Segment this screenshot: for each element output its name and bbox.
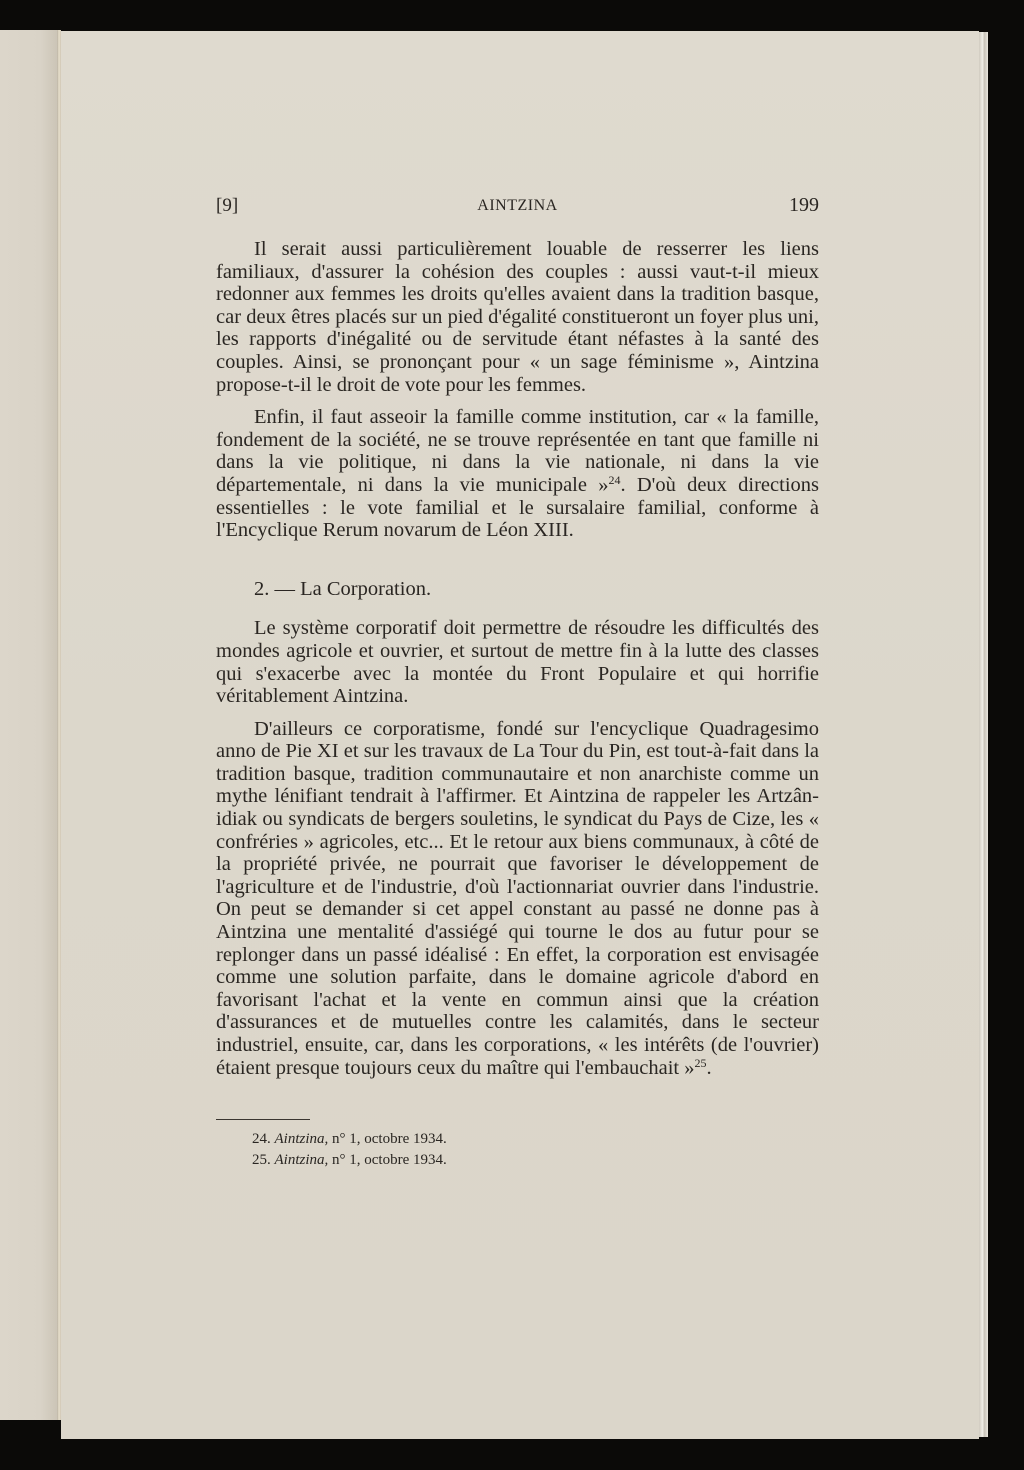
footnote-24: [252, 1129, 819, 1150]
footnote-number: 24.: [252, 1131, 271, 1148]
facing-page-edge: [0, 30, 58, 1420]
running-head: [216, 190, 819, 220]
section-heading: 2. — La Corporation.: [254, 577, 432, 600]
footnote-rule: [216, 1119, 310, 1120]
footnote-number: 25.: [252, 1152, 271, 1169]
footnote-ref-24[interactable]: 24: [608, 472, 621, 487]
footnote-detail: n° 1, octobre 1934.: [332, 1131, 447, 1148]
section-number: [9]: [216, 195, 239, 216]
running-title: AINTZINA: [477, 197, 558, 214]
footnotes: [216, 1129, 819, 1171]
page-content: [216, 190, 819, 1171]
page-stack-edge: [979, 32, 988, 1437]
paragraph-text: Le système corporatif doit permettre de résoudre les difficultés des mondes agricole et ouvrier, et surtout de mettre fin à la lutte des classes qui s'exacerbe avec la montée du Front Populaire et qui horrifie véritablement Aintzina.: [216, 617, 819, 708]
footnote-source: Aintzina,: [274, 1152, 329, 1169]
paragraph-text: Il serait aussi particulièrement louable de resserrer les liens familiaux, d'assurer la cohésion des couples : aussi vaut-t-il mieux redonner aux femmes les droits qu'elles avaient dans la tradition basque, car deux êtres placés sur un pied d'égalité constitueront un foyer plus uni, les rapports d'inégalité ou de servitude étant néfastes à la santé des couples. Ainsi, se prononçant pour « un sage féminisme », Aintzina propose-t-il le droit de vote pour les femmes.: [216, 238, 819, 396]
paragraph-text: Enfin, il faut asseoir la famille comme institution, car « la famille, fondement de la société, ne se trouve représentée en tant que famille ni dans la vie politique, ni dans la vie nationale, ni dans la vie départementale, ni dans la vie municipale »: [216, 406, 819, 496]
paragraph-text: D'ailleurs ce corporatisme, fondé sur l'encyclique Quadragesimo anno de Pie XI et sur les travaux de La Tour du Pin, est tout-à-fait dans la tradition basque, tradition communautaire et non anarchiste comme un mythe lénifiant tendrait à l'affirmer. Et Aintzina de rappeler les Artzân-idiak ou syndicats de bergers souletins, le syndicat du Pays de Cize, les « confréries » agricoles, etc... Et le retour aux biens communaux, à côté de la propriété privée, ne pourrait que favoriser le développement de l'agriculture et de l'industrie, d'où l'actionnariat ouvrier dans l'industrie. On peut se demander si cet appel constant au passé ne donne pas à Aintzina une mentalité d'assiégé qui tourne le dos au futur pour se replonger dans un passé idéalisé : En effet, la corporation est envisagée comme une solution parfaite, dans le domaine agricole d'abord en favorisant l'achat et la vente en commun ainsi que la création d'assurances et de mutuelles contre les calamités, dans le secteur industriel, ensuite, car, dans les corporations, « les intérêts (de l'ouvrier) étaient presque toujours ceux du maître qui l'embauchait »: [216, 717, 819, 1079]
footnote-source: Aintzina,: [274, 1131, 329, 1148]
page-number: 199: [789, 194, 819, 216]
paragraph-text: .: [706, 1056, 712, 1079]
paragraph-corporative-system: [216, 617, 819, 707]
footnote-detail: n° 1, octobre 1934.: [332, 1152, 447, 1169]
footnote-ref-25[interactable]: 25: [694, 1055, 707, 1070]
paragraph-feminism: [216, 238, 819, 396]
footnote-25: [252, 1150, 819, 1171]
paragraph-corporatism: [216, 718, 819, 1080]
paragraph-text: . D'où deux directions essentielles : le vote familial et le sursalaire familial, conforme à l'Encyclique Rerum novarum de Léon XIII.: [216, 473, 819, 542]
paragraph-family-institution: [216, 406, 819, 542]
